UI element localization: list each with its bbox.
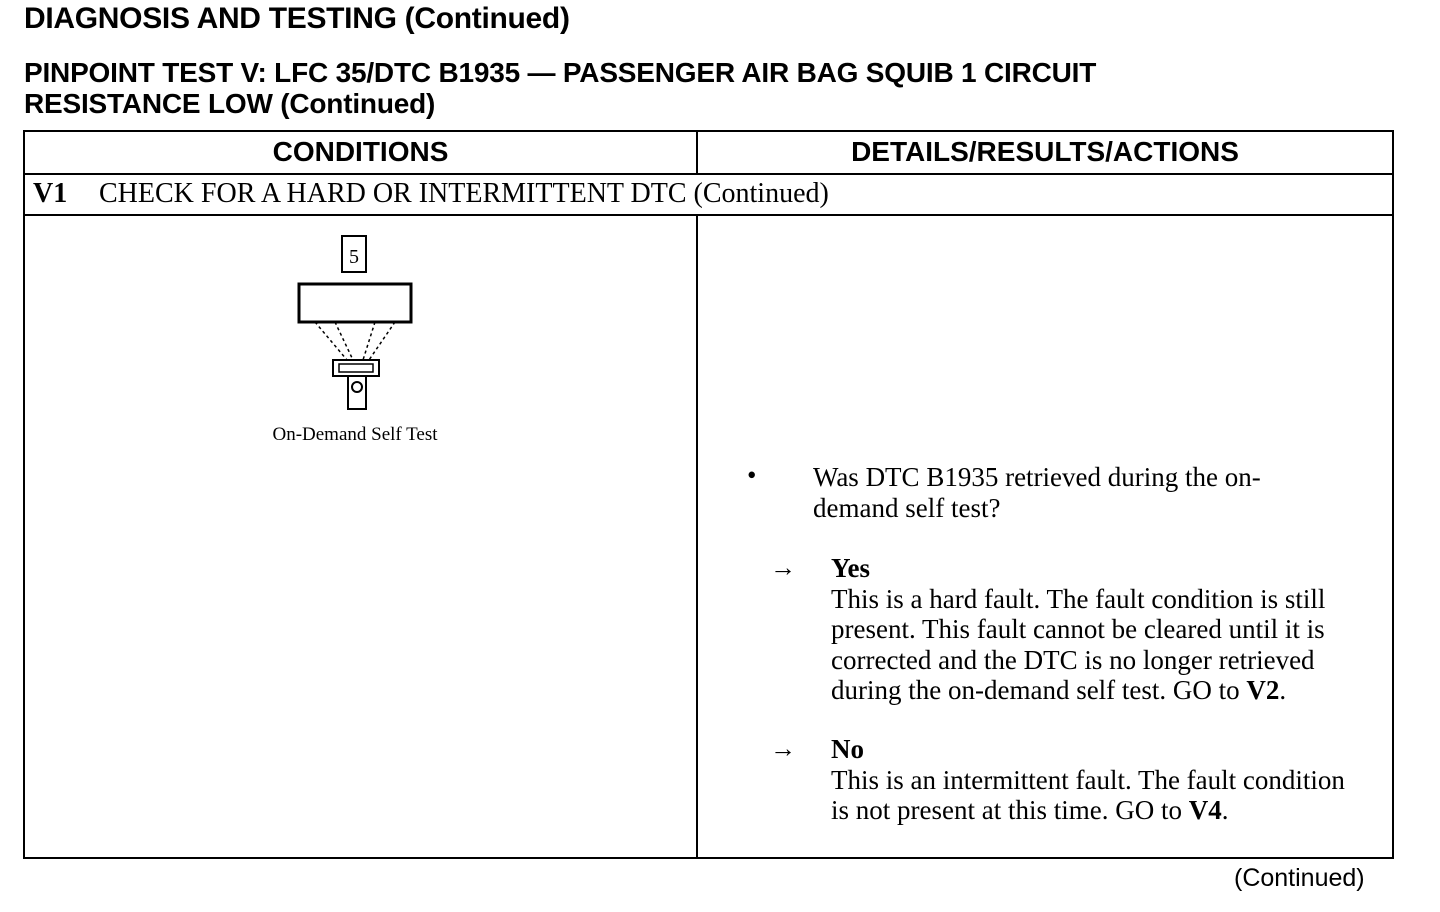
pinpoint-test-title xyxy=(24,57,1096,119)
yes-label: Yes xyxy=(831,553,870,583)
yes-result xyxy=(831,553,1381,706)
body-column-divider xyxy=(696,214,698,857)
yes-goto-step: V2 xyxy=(1246,675,1280,705)
continued-footer: (Continued) xyxy=(1234,864,1365,892)
yes-arrow: → xyxy=(770,553,796,582)
figure-caption: On-Demand Self Test xyxy=(272,424,438,445)
yes-end: . xyxy=(1279,675,1287,705)
details-column-header: DETAILS/RESULTS/ACTIONS xyxy=(851,136,1239,167)
scan-tool-body xyxy=(299,284,411,322)
section-title: DIAGNOSIS AND TESTING (Continued) xyxy=(24,2,570,35)
scan-tool-diagram xyxy=(295,232,435,417)
conditions-column-header: CONDITIONS xyxy=(272,136,449,167)
question-bullet: • xyxy=(747,460,757,490)
no-end: . xyxy=(1221,795,1229,825)
step-id: V1 xyxy=(33,178,68,209)
no-result xyxy=(831,734,1351,826)
test-title-line-1: PINPOINT TEST V: LFC 35/DTC B1935 — PASSENGER AIR BAG SQUIB 1 CIRCUIT xyxy=(24,57,1097,88)
no-label: No xyxy=(831,734,864,764)
scan-tool-figure xyxy=(295,232,435,417)
header-divider xyxy=(25,173,1392,175)
step-row-divider xyxy=(25,214,1392,216)
no-arrow: → xyxy=(770,734,796,763)
step-title: CHECK FOR A HARD OR INTERMITTENT DTC (Continued) xyxy=(99,178,829,209)
no-text: This is an intermittent fault. The fault condition is not present at this time. GO to xyxy=(831,764,1345,825)
no-goto-step: V4 xyxy=(1188,795,1222,825)
figure-number: 5 xyxy=(349,246,359,268)
step-row xyxy=(33,178,829,210)
question-text: Was DTC B1935 retrieved during the on-demand self test? xyxy=(813,462,1261,523)
yes-text: This is a hard fault. The fault condition is still present. This fault cannot be cleared until it is corrected and the DTC is no longer retrieved during the on-demand self test. GO to xyxy=(831,583,1326,705)
test-title-line-2: RESISTANCE LOW (Continued) xyxy=(24,88,436,119)
